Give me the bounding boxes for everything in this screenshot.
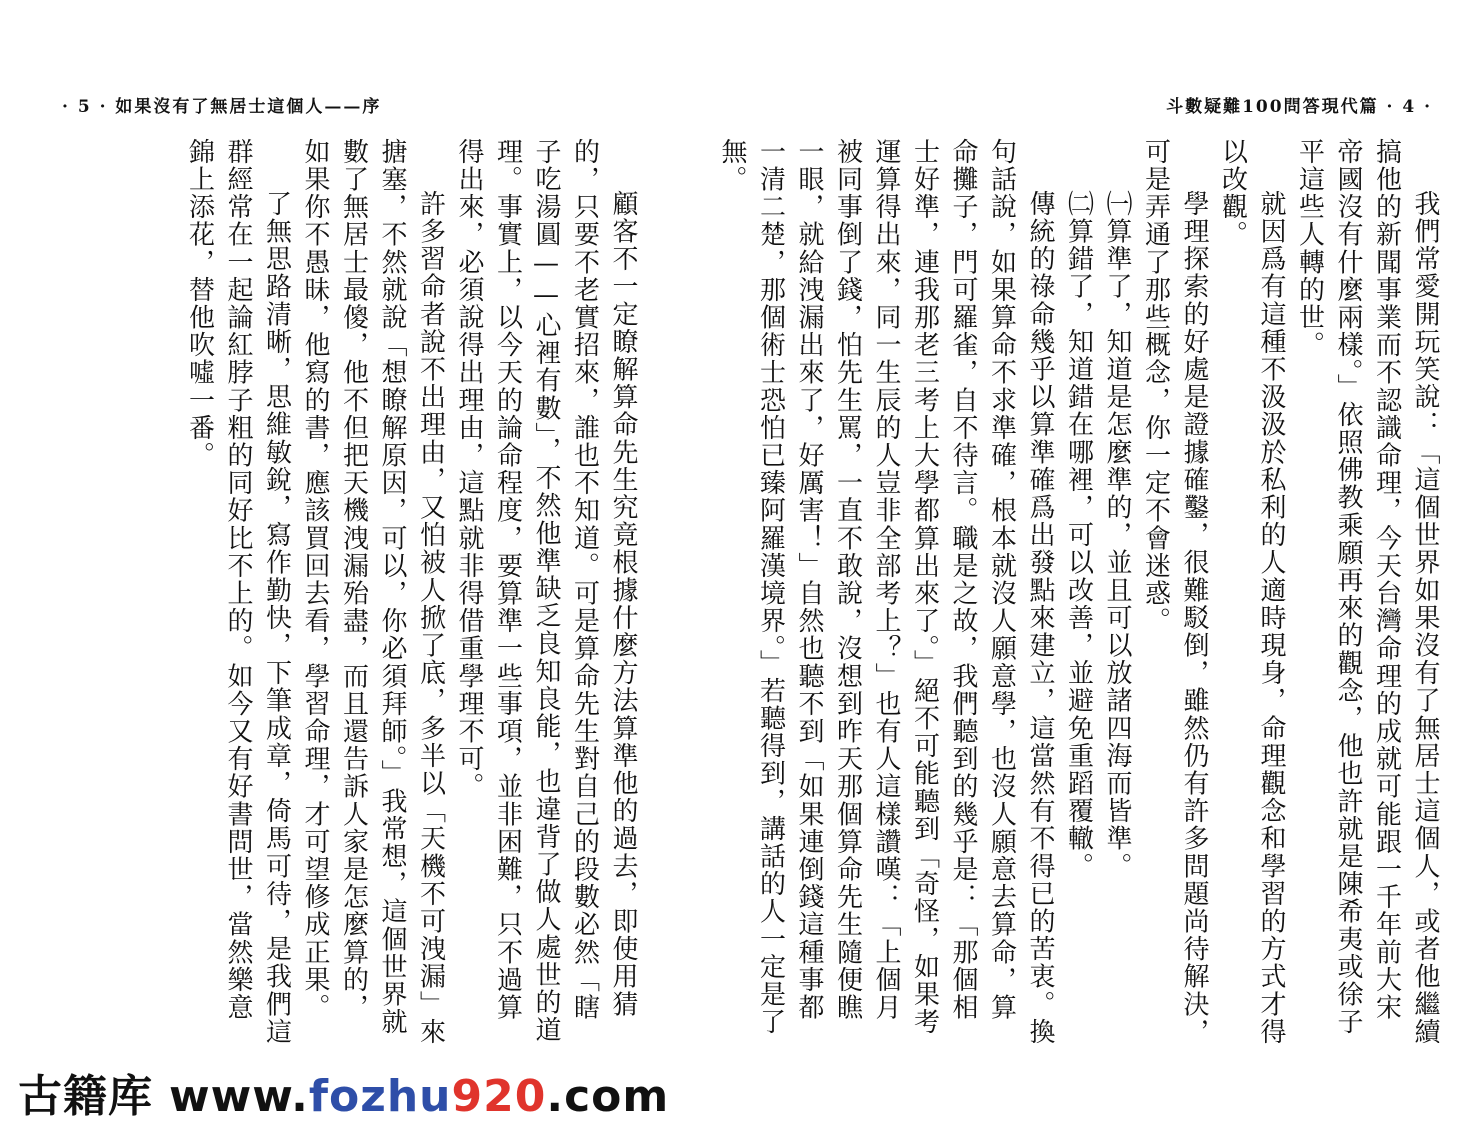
site-watermark — [18, 1060, 669, 1124]
page-header-left: · 5 · 如果沒有了無居士這個人——序 — [62, 97, 382, 117]
left-paragraph-1: 顧客不一定瞭解算命先生究竟根據什麼方法算準他的過去，即使用猜的，只要不老實招來，誰也不知道。可是算命先生對自己的段數必然「瞎子吃湯圓——心裡有數」，不然他準缺乏良知良能，也違背了做人處世的道理。事實上，以今天的論命程度，要算準一些事項，並非困難，只不過算得出來，必須說得出理由，這點就非得借重學理不可。 — [454, 138, 638, 1044]
right-paragraph-2: 就因爲有這種不汲汲於私利的人適時現身，命理觀念和學習的方式才得以改觀。 — [1217, 138, 1286, 1046]
right-paragraph-6: 傳統的祿命幾乎以算準確爲出發點來建立，這當然有不得已的苦衷。換句話說，如果算命不求準確，根本就沒人願意學，也沒人願意去算命，算命攤子，門可羅雀，自不待言。職是之故，我們聽到的幾乎是：「那個相士好準，連我那老三考上大學都算出來了。」絕不可能聽到「奇怪，如果考運算得出來，同一生辰的人豈非全部考上？」也有人這樣讚嘆：「上個月被同事倒了錢，怕先生罵，一直不敢說，沒想到昨天那個算命先生隨便瞧一眼，就給洩漏出來了，好厲害！」自然也聽不到「如果連倒錢這種事都一清二楚，那個術士恐怕已臻阿羅漢境界。」若聽得到，講話的人一定是了無。 — [717, 138, 1055, 1046]
right-page-text — [717, 138, 1444, 1048]
watermark-cn: 古籍库 — [18, 1071, 153, 1122]
right-paragraph-3: 學理探索的好處是證據確鑿，很難駁倒，雖然仍有許多問題尚待解決，可是弄通了那些概念，你一定不會迷惑。 — [1140, 138, 1209, 1046]
right-paragraph-5: ㈡算錯了，知道錯在哪裡，可以改善，並避免重蹈覆轍。 — [1063, 190, 1094, 880]
right-paragraph-4: ㈠算準了，知道是怎麼準的，並且可以放諸四海而皆準。 — [1102, 190, 1132, 880]
watermark-920: 920 — [451, 1071, 547, 1122]
left-page-text — [184, 138, 642, 1048]
left-paragraph-2: 許多習命者說不出理由，又怕被人掀了底，多半以「天機不可洩漏」來搪塞，不然就說「想瞭解原因，可以，你必須拜師。」我常想，這個世界就數了無居士最傻，他不但把天機洩漏殆盡，而且還告訴人家是怎麼算的，如果你不愚昧，他寫的書，應該買回去看，學習命理，才可望修成正果。 — [300, 138, 446, 1046]
watermark-fozhu: fozhu — [308, 1071, 452, 1122]
right-paragraph-1: 我們常愛開玩笑說：「這個世界如果沒有了無居士這個人，或者他繼續搞他的新聞事業而不認識命理，今天台灣命理的成就可能跟一千年前大宋帝國沒有什麼兩樣。」依照佛教乘願再來的觀念，他也許就是陳希夷或徐子平這些人轉的世。 — [1294, 138, 1440, 1046]
watermark-com: .com — [546, 1071, 670, 1122]
page-header-right: 斗數疑難100問答現代篇 · 4 · — [1166, 97, 1432, 117]
watermark-www: www. — [169, 1071, 309, 1122]
left-paragraph-3: 了無思路清晰，思維敏銳，寫作勤快，下筆成章，倚馬可待，是我們這群經常在一起論紅脖子粗的同好比不上的。如今又有好書問世，當然樂意錦上添花，替他吹噓一番。 — [184, 138, 292, 1046]
